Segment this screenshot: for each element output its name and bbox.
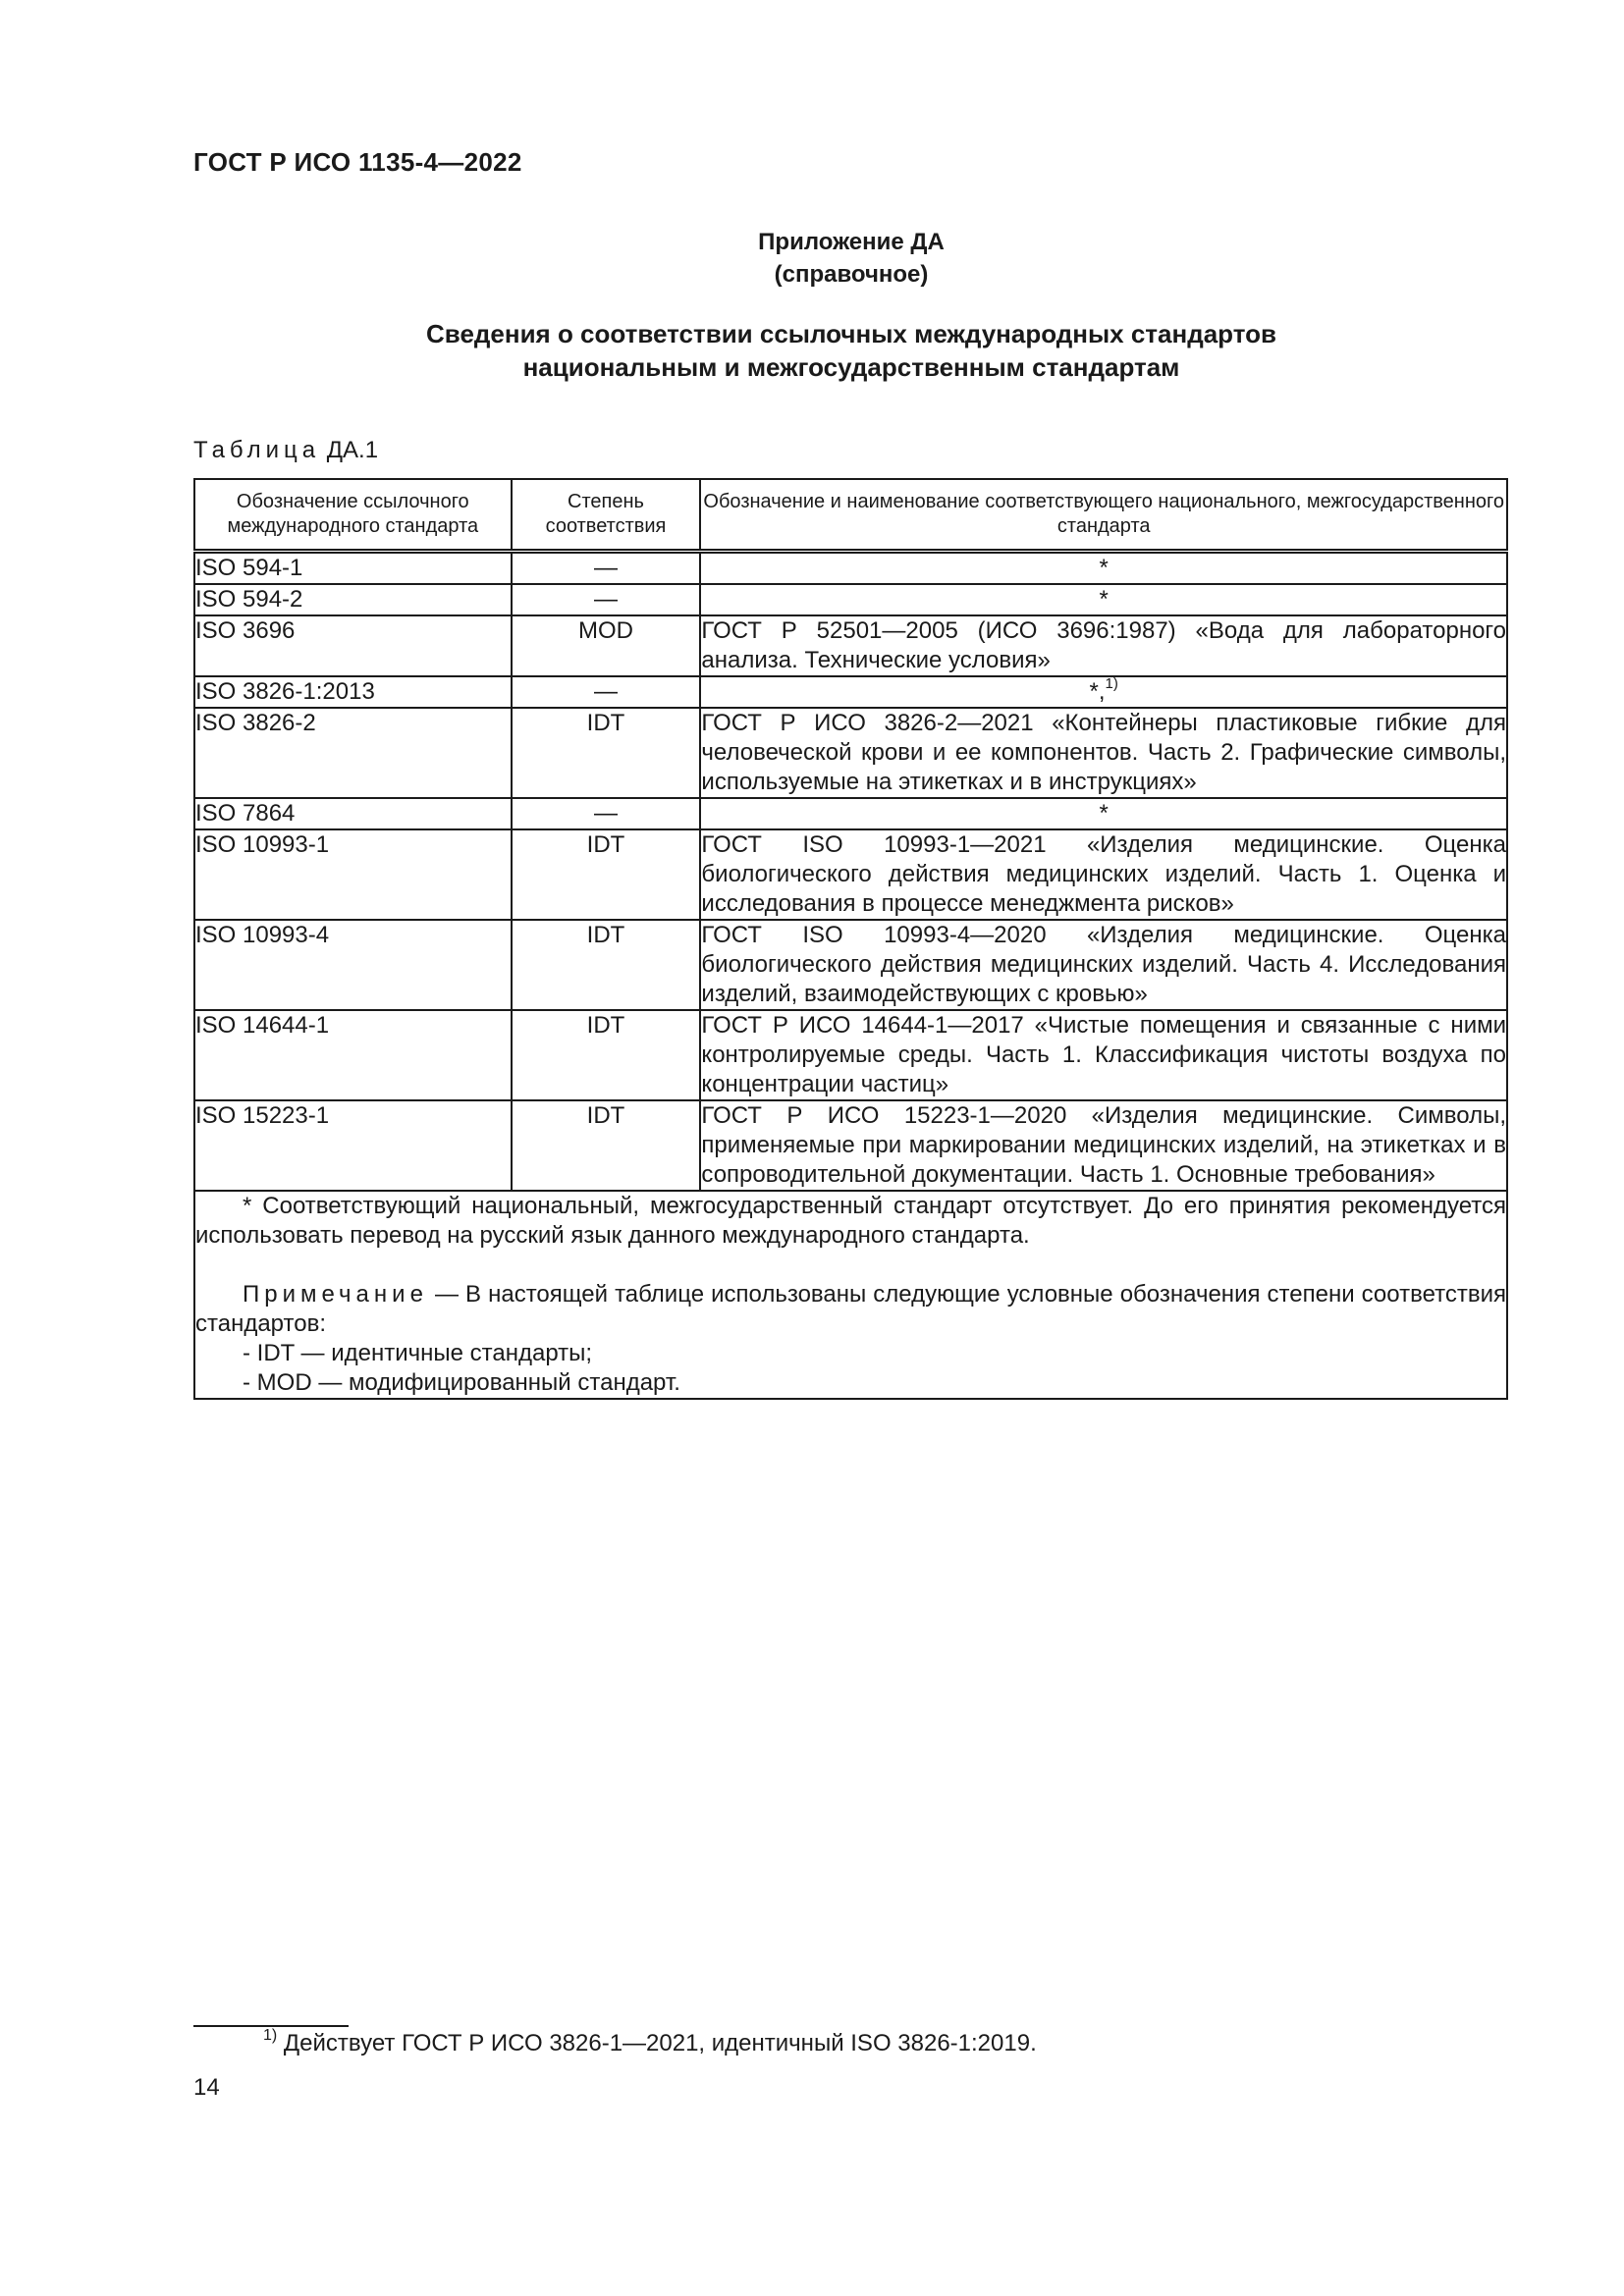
- legend-item-idt: - IDT — идентичные стандарты;: [243, 1340, 593, 1366]
- appendix-subtitle: (справочное): [774, 261, 929, 288]
- cell-standard: ISO 3696: [194, 615, 512, 676]
- note-label: Примечание: [243, 1281, 428, 1308]
- cell-national: ГОСТ Р ИСО 15223-1—2020 «Изделия медицинские. Символы, применяемые при маркировании медицинских изделий, на этикетках и в сопроводительной документации. Часть 1. Основные требования»: [700, 1100, 1507, 1191]
- table-row: [194, 798, 1507, 829]
- section-title-line-1: Сведения о соответствии ссылочных международных стандартов: [426, 319, 1276, 348]
- section-title: [0, 317, 1624, 384]
- cell-degree: —: [512, 584, 701, 615]
- cell-national-text: *,: [1089, 678, 1106, 705]
- header-degree: Степень соответствия: [512, 479, 701, 552]
- cell-standard: ISO 7864: [194, 798, 512, 829]
- cell-degree: IDT: [512, 920, 701, 1010]
- cell-degree: —: [512, 798, 701, 829]
- cell-national: ГОСТ Р ИСО 14644-1—2017 «Чистые помещения и связанные с ними контролируемые среды. Часть 1. Классификация чистоты воздуха по концентрации частиц»: [700, 1010, 1507, 1100]
- table-row: [194, 584, 1507, 615]
- cell-standard: ISO 594-1: [194, 552, 512, 585]
- note-text: — В настоящей таблице использованы следующие условные обозначения степени соответствия стандартов:: [195, 1281, 1506, 1337]
- cell-national: ГОСТ Р 52501—2005 (ИСО 3696:1987) «Вода для лабораторного анализа. Технические условия»: [700, 615, 1507, 676]
- cell-degree: —: [512, 552, 701, 585]
- footnote-mark: 1): [263, 2027, 278, 2044]
- cell-standard: ISO 594-2: [194, 584, 512, 615]
- table-row: [194, 920, 1507, 1010]
- table-notes: [194, 1191, 1507, 1399]
- cell-degree: IDT: [512, 1100, 701, 1191]
- cell-standard: ISO 10993-1: [194, 829, 512, 920]
- cell-standard: ISO 3826-1:2013: [194, 676, 512, 708]
- header-national-standard: Обозначение и наименование соответствующего национального, межгосударственного стандарта: [700, 479, 1507, 552]
- legend-item-mod: - MOD — модифицированный стандарт.: [243, 1369, 680, 1396]
- footnote-text: Действует ГОСТ Р ИСО 3826-1—2021, идентичный ISO 3826-1:2019.: [277, 2030, 1037, 2056]
- table-row: [194, 829, 1507, 920]
- document-code: ГОСТ Р ИСО 1135-4—2022: [193, 147, 522, 177]
- cell-standard: ISO 14644-1: [194, 1010, 512, 1100]
- cell-standard: ISO 3826-2: [194, 708, 512, 798]
- table-row: [194, 615, 1507, 676]
- table-row: [194, 1100, 1507, 1191]
- cell-degree: IDT: [512, 829, 701, 920]
- table-row: [194, 708, 1507, 798]
- table-header-row: [194, 479, 1507, 552]
- header-international-standard: Обозначение ссылочного международного стандарта: [194, 479, 512, 552]
- cell-national: ГОСТ Р ИСО 3826-2—2021 «Контейнеры пластиковые гибкие для человеческой крови и ее компонентов. Часть 2. Графические символы, используемые на этикетках и в инструкциях»: [700, 708, 1507, 798]
- cell-standard: ISO 15223-1: [194, 1100, 512, 1191]
- cell-standard: ISO 10993-4: [194, 920, 512, 1010]
- cell-national: ГОСТ ISO 10993-1—2021 «Изделия медицинские. Оценка биологического действия медицинских изделий. Часть 1. Оценка и исследования в процессе менеджмента рисков»: [700, 829, 1507, 920]
- cell-national: *: [700, 552, 1507, 585]
- table-row: [194, 676, 1507, 708]
- footnote-ref: 1): [1105, 675, 1118, 692]
- cell-national: ГОСТ ISO 10993-4—2020 «Изделия медицинские. Оценка биологического действия медицинских изделий. Часть 4. Исследования изделий, взаимодействующих с кровью»: [700, 920, 1507, 1010]
- table-caption-number: ДА.1: [326, 437, 379, 463]
- appendix-heading: [0, 226, 1624, 291]
- page-number: 14: [193, 2074, 220, 2101]
- appendix-title: Приложение ДА: [758, 229, 945, 255]
- table-row: [194, 552, 1507, 585]
- cell-national: *: [700, 798, 1507, 829]
- correspondence-table: [193, 478, 1508, 1400]
- cell-degree: MOD: [512, 615, 701, 676]
- page-footnote: [263, 2027, 1037, 2057]
- cell-degree: —: [512, 676, 701, 708]
- cell-degree: IDT: [512, 1010, 701, 1100]
- table-notes-row: [194, 1191, 1507, 1399]
- cell-national: [700, 676, 1507, 708]
- table-note: [195, 1280, 1506, 1339]
- table-caption-word: Таблица: [193, 437, 321, 463]
- table-row: [194, 1010, 1507, 1100]
- cell-degree: IDT: [512, 708, 701, 798]
- star-footnote: * Соответствующий национальный, межгосударственный стандарт отсутствует. До его принятия рекомендуется использовать перевод на русский язык данного международного стандарта.: [195, 1193, 1506, 1249]
- table-caption: [193, 437, 378, 464]
- cell-national: *: [700, 584, 1507, 615]
- section-title-line-2: национальным и межгосударственным стандартам: [522, 352, 1180, 382]
